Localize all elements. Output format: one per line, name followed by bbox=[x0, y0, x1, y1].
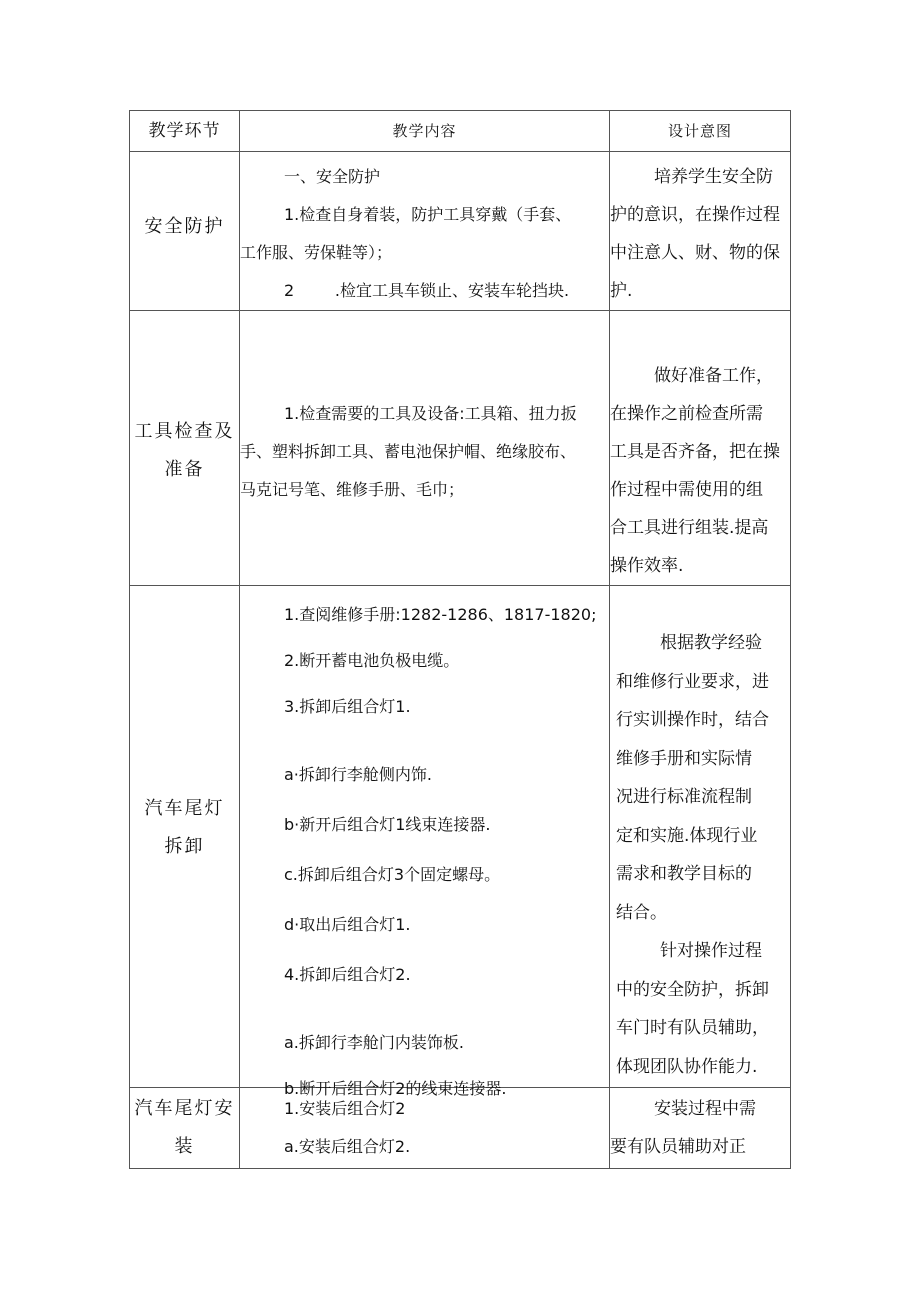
header-content: 教学内容 bbox=[392, 122, 457, 140]
content-line: 工作服、劳保鞋等）； bbox=[240, 243, 393, 262]
content-line: b.断开后组合灯2的线束连接器. bbox=[284, 1079, 507, 1098]
content-line: 马克记号笔、维修手册、毛巾； bbox=[240, 480, 465, 499]
intent-line: 定和实施.体现行业 bbox=[616, 825, 758, 846]
content-cell bbox=[240, 311, 610, 586]
intent-line: 安装过程中需 bbox=[654, 1099, 756, 1119]
content-line: 1.安装后组合灯2 bbox=[284, 1099, 406, 1118]
header-stage: 教学环节 bbox=[148, 121, 221, 141]
intent-line: 操作效率. bbox=[610, 556, 684, 576]
intent-line: 培养学生安全防 bbox=[654, 167, 773, 187]
intent-cell bbox=[610, 311, 791, 586]
intent-line: 作过程中需使用的组 bbox=[610, 480, 763, 500]
table-row bbox=[130, 152, 791, 311]
stage-cell bbox=[130, 586, 240, 1088]
content-line: c.拆卸后组合灯3个固定螺母。 bbox=[284, 865, 501, 884]
lesson-table bbox=[129, 110, 791, 1169]
content-cell bbox=[240, 152, 610, 311]
content-line: a.安装后组合灯2. bbox=[284, 1137, 411, 1156]
table-row bbox=[130, 586, 791, 1088]
header-intent-cell bbox=[610, 111, 791, 152]
header-intent: 设计意图 bbox=[667, 122, 732, 140]
stage-label-line: 准备 bbox=[164, 459, 205, 480]
intent-line: 结合。 bbox=[616, 902, 667, 923]
stage-cell bbox=[130, 311, 240, 586]
intent-line: 做好准备工作， bbox=[654, 366, 773, 386]
stage-label-line: 汽车尾灯 bbox=[144, 798, 225, 819]
content-line: 手、塑料拆卸工具、蓄电池保护帽、绝缘胶布、 bbox=[240, 442, 577, 461]
stage-label-line: 拆卸 bbox=[164, 836, 205, 857]
intent-line: 在操作之前检查所需 bbox=[610, 404, 763, 424]
intent-line: 维修手册和实际情 bbox=[616, 748, 752, 769]
intent-line: 针对操作过程 bbox=[660, 941, 762, 961]
content-line: a.拆卸行李舱门内装饰板. bbox=[284, 1033, 464, 1052]
stage-cell bbox=[130, 1088, 240, 1169]
intent-cell bbox=[610, 586, 791, 1088]
intent-cell bbox=[610, 152, 791, 311]
content-line: a·拆卸行李舱侧内饰. bbox=[284, 765, 432, 784]
intent-line: 护的意识，在操作过程 bbox=[610, 205, 780, 225]
intent-line: 工具是否齐备，把在操 bbox=[610, 442, 780, 462]
content-line: 2 .检宜工具车锁止、安装车轮挡块. bbox=[284, 281, 570, 300]
content-line: 4.拆卸后组合灯2. bbox=[284, 965, 411, 984]
content-line: 一、安全防护 bbox=[284, 167, 381, 186]
content-line: 2.断开蓄电池负极电缆。 bbox=[284, 651, 460, 670]
stage-label: 汽车尾灯安装 bbox=[134, 1098, 235, 1157]
stage-cell bbox=[130, 152, 240, 311]
intent-line: 况进行标准流程制 bbox=[616, 787, 752, 807]
table-header-row bbox=[130, 111, 791, 152]
intent-line: 合工具进行组装.提高 bbox=[610, 518, 769, 538]
intent-line: 护. bbox=[610, 281, 633, 301]
intent-line: 中注意人、财、物的保 bbox=[610, 243, 780, 263]
intent-line: 根据教学经验 bbox=[660, 633, 762, 653]
stage-label-line: 工具检查及 bbox=[134, 421, 235, 442]
header-stage-cell bbox=[130, 111, 240, 152]
stage-label: 安全防护 bbox=[144, 216, 225, 237]
content-line: b·新开后组合灯1线束连接器. bbox=[284, 815, 491, 834]
content-line: 1.检查需要的工具及设备:工具箱、扭力扳 bbox=[284, 404, 577, 423]
intent-line: 和维修行业要求，进 bbox=[616, 671, 769, 692]
intent-line: 车门时有队员辅助， bbox=[616, 1018, 769, 1038]
intent-line: 体现团队协作能力. bbox=[616, 1056, 758, 1077]
intent-cell bbox=[610, 1088, 791, 1169]
content-cell bbox=[240, 586, 610, 1098]
intent-line: 需求和教学目标的 bbox=[616, 864, 752, 884]
intent-line: 中的安全防护，拆卸 bbox=[616, 979, 769, 1000]
intent-line: 要有队员辅助对正 bbox=[610, 1137, 746, 1157]
content-line: d·取出后组合灯1. bbox=[284, 915, 411, 934]
content-line: 1.查阅维修手册:1282-1286、1817-1820; bbox=[284, 605, 597, 624]
content-line: 3.拆卸后组合灯1. bbox=[284, 697, 411, 716]
header-content-cell bbox=[240, 111, 610, 152]
table-row bbox=[130, 311, 791, 586]
content-line: 1.检查自身着装，防护工具穿戴（手套、 bbox=[284, 205, 572, 224]
intent-line: 行实训操作时，结合 bbox=[616, 710, 769, 730]
